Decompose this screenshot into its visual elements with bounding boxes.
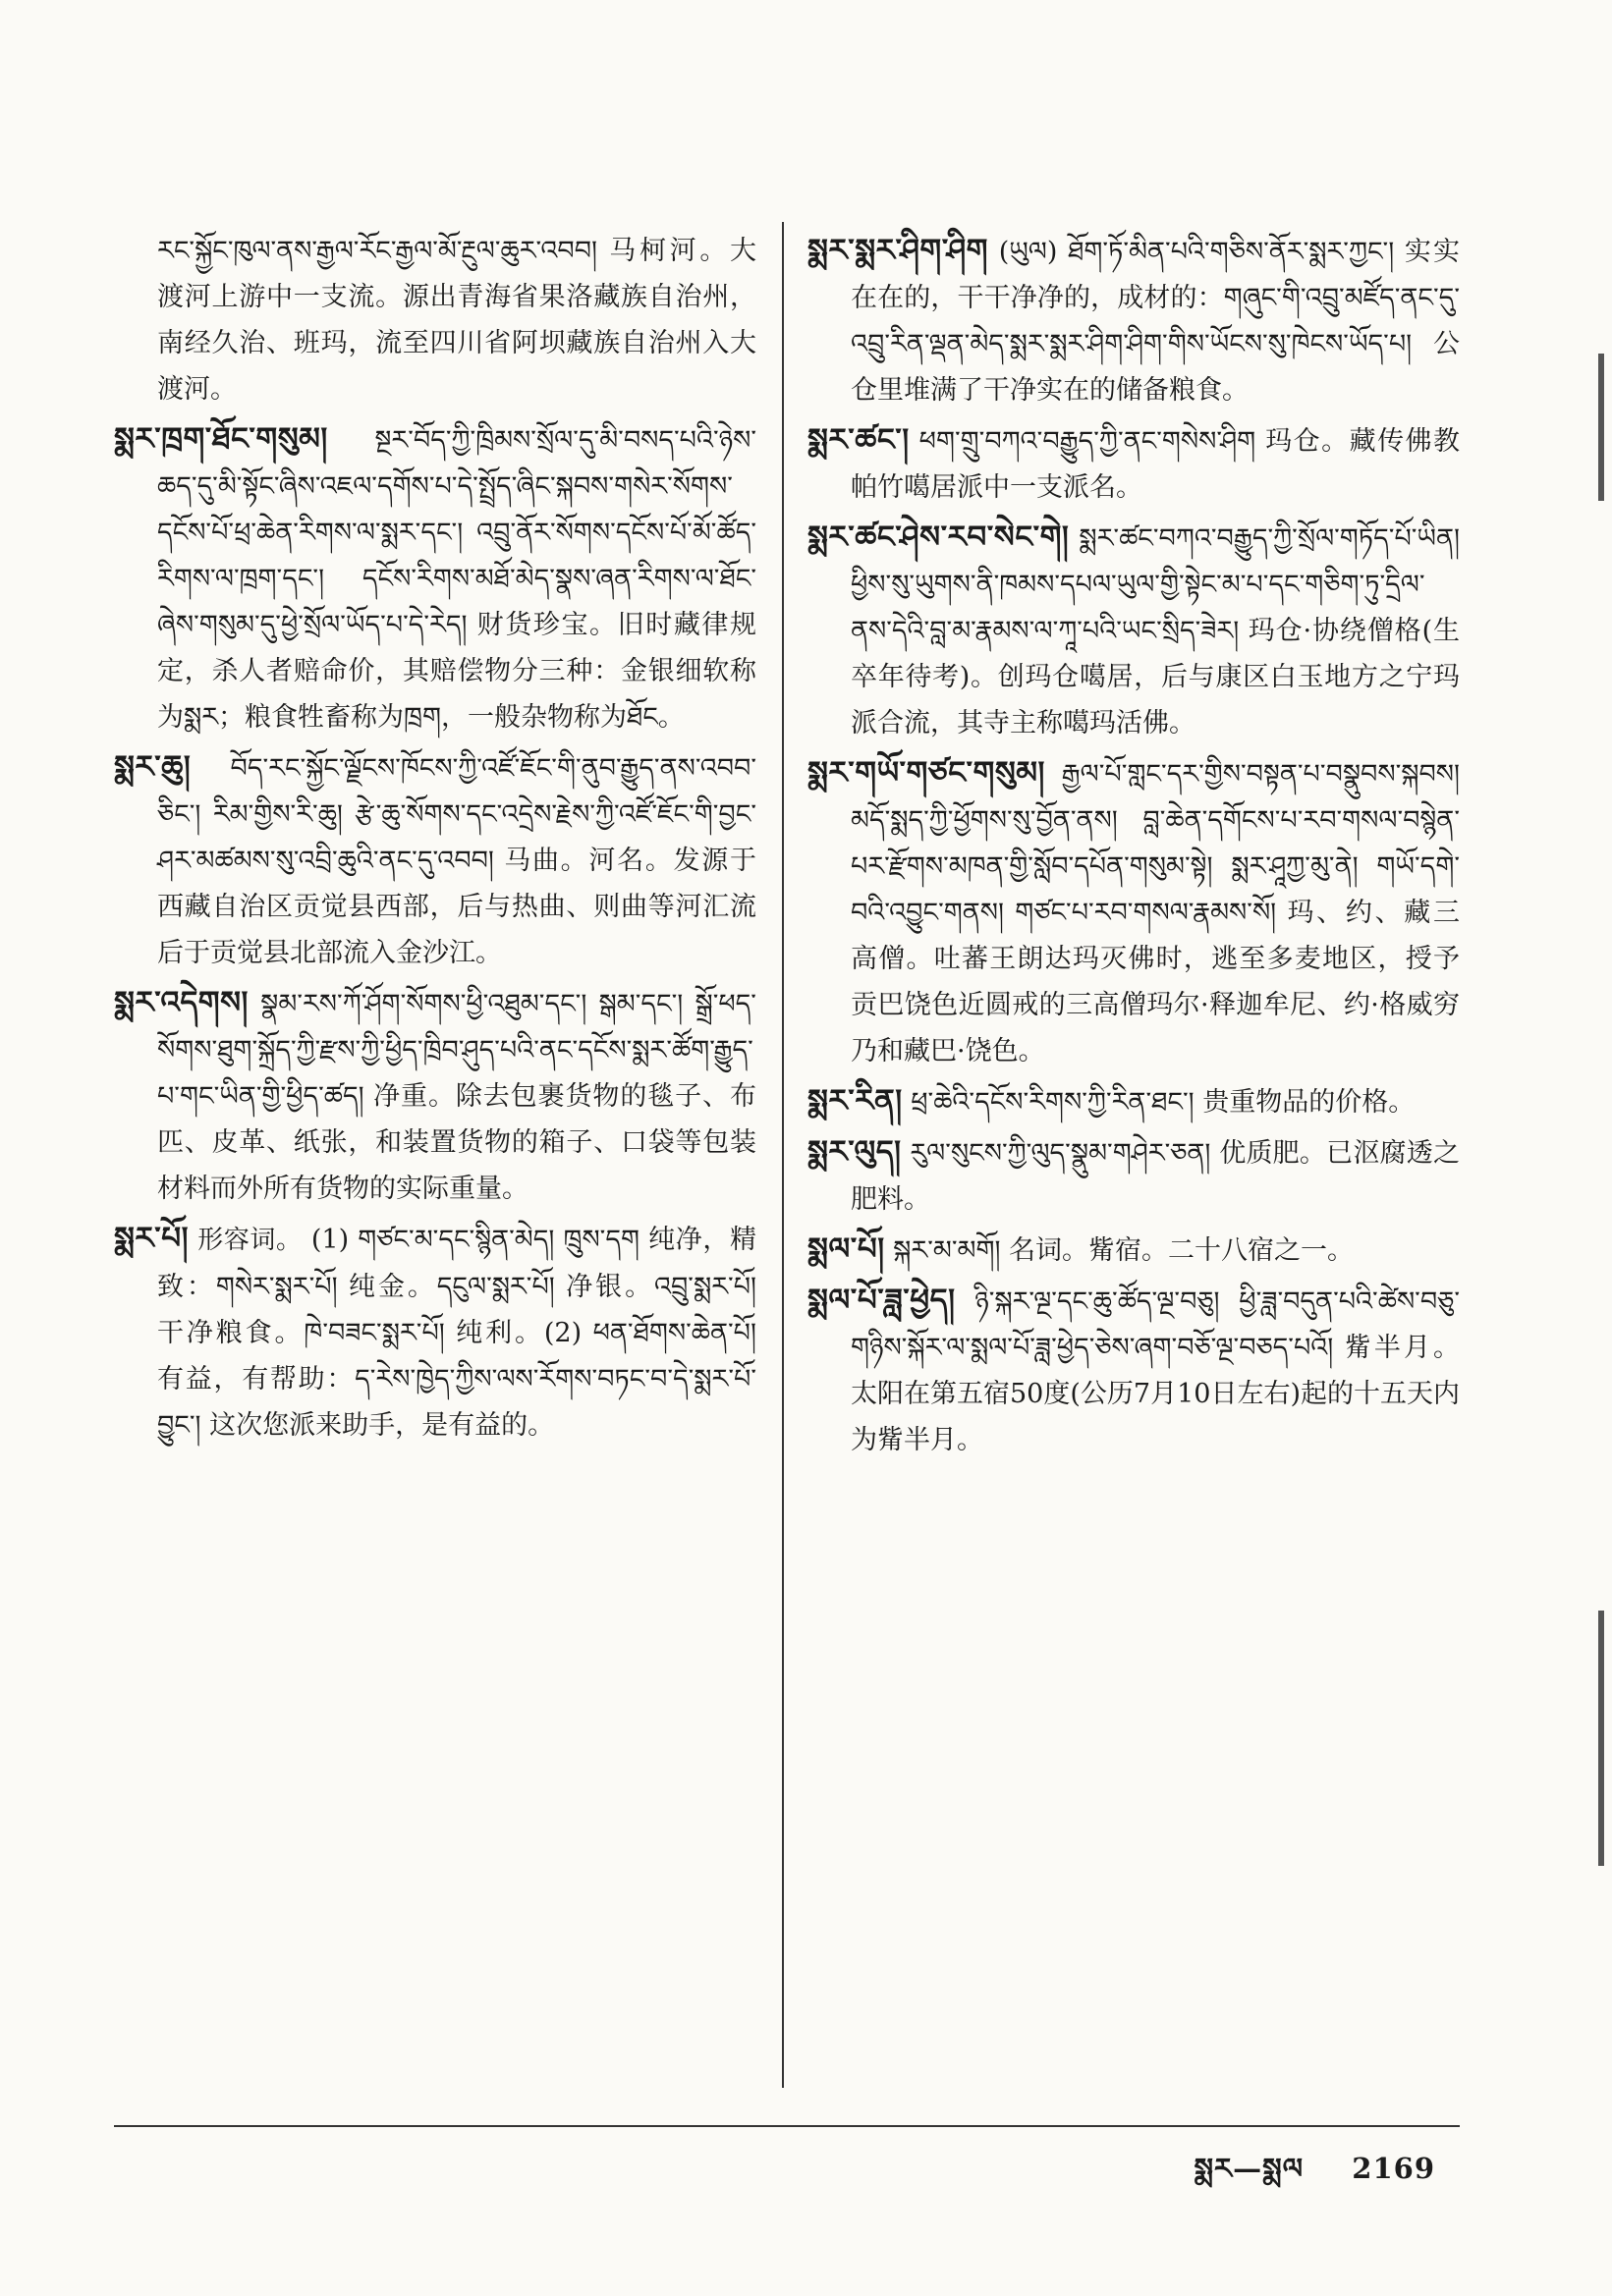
right-column — [807, 228, 1460, 2080]
entry-text: (ཡུལ) ཐོག་ཏོ་མིན་པའི་གཅིས་ནོར་སྨར་ཀྱང་། 实实在在的，干干净净的，成材的：གཞུང་གི་འབྲུ་མཛོད་ནང་དུ་འབྲུ་རིན་ལྡན་མེད་སྨར་སྨར་ཤིག་ཤིག་གིས་ཡོངས་སུ་ཁེངས་ཡོད་པ། 公仓里堆满了干净实在的储备粮食。 — [851, 237, 1460, 406]
entry-headword: སྨར་རིན། — [807, 1083, 903, 1119]
left-column — [114, 228, 756, 2080]
entry-text: སྐར་མ་མགོ། 名词。觜宿。二十八宿之一。 — [893, 1235, 1355, 1266]
entry-headword: སྨར་ཁྲག་ཐོང་གསུམ། — [114, 421, 328, 457]
entry-text: སྣམ་རས་ཀོ་ཤོག་སོགས་ཕྱི་འཐུམ་དང་། སྒམ་དང་། སྒྲོ་ཕད་སོགས་ཐུག་སྐྲོད་ཀྱི་རྫས་ཀྱི་ཕྱིད་ཁྲིབ་ཤུད་པའི་ནང་དངོས་སྨར་ཚོག་རྒྱུད་པ་གང་ཡིན་གྱི་ཕྱིད་ཚད། 净重。除去包裹货物的毯子、布匹、皮革、纸张，和装置货物的箱子、口袋等包装材料而外所有货物的实际重量。 — [157, 989, 756, 1204]
entry-text: སྨར་ཚང་བཀའ་བརྒྱུད་ཀྱི་སྲོལ་གཏོད་པོ་ཡིན། ཕྱིས་སུ་ཡུགས་ནི་ཁམས་དཔལ་ཡུལ་གྱི་སྟེང་མ་པ་དང་གཅིག་ཏུ་དྲིལ་ནས་དེའི་བླ་མ་རྣམས་ལ་ཀཱ་པའི་ཡང་སྲིད་ཟེར། 玛仓·协绕僧格(生卒年待考)。创玛仓噶居，后与康区白玉地方之宁玛派合流，其寺主称噶玛活佛。 — [851, 523, 1460, 738]
dictionary-entry — [114, 980, 756, 1212]
margin-scan-mark — [1598, 1611, 1604, 1866]
entry-text: ཕྲ་ཆེའི་དངོས་རིགས་ཀྱི་རིན་ཐང་། 贵重物品的价格。 — [911, 1087, 1416, 1118]
entry-text: སྔར་བོད་ཀྱི་ཁྲིམས་སྲོལ་དུ་མི་བསད་པའི་ཉེས་ཆད་དུ་མི་སྟོང་ཞིས་འཇལ་དགོས་པ་དེ་སྤྲོད་ཞིང་སྐབས་གསེར་སོགས་དངོས་པོ་ཕྲ་ཆེན་རིགས་ལ་སྨར་དང་། འབྲུ་ནོར་སོགས་དངོས་པོ་མོ་ཚོད་རིགས་ལ་ཁྲག་དང་། དངོས་རིགས་མཐོ་མེད་སྣས་ཞན་རིགས་ལ་ཐོང་ཞེས་གསུམ་དུ་ཕྱེ་སྲོལ་ཡོད་པ་དེ་རེད། 财货珍宝。旧时藏律规定，杀人者赔命价，其赔偿物分三种：金银细软称为སྨར；粮食牲畜称为ཁྲག，一般杂物称为ཐོང。 — [157, 425, 756, 733]
entry-headword: སྨར་འདེགས། — [114, 985, 249, 1020]
entry-headword: སྨར་ལུད། — [807, 1134, 902, 1170]
column-divider — [782, 222, 784, 2088]
entry-range: སྨར—སྨལ — [1194, 2152, 1305, 2185]
entry-text: བོད་རང་སྐྱོང་ལྗོངས་ཁོངས་ཀྱི་འཛོ་ཇོང་གི་ནུབ་རྒྱུད་ནས་འབབ་ཅིང་། རིམ་གྱིས་རི་ཆུ། རྩེ་ཆུ་སོགས་དང་འདྲེས་རྗེས་ཀྱི་འཛོ་ཇོང་གི་བྱང་ཤར་མཚམས་སུ་འབྲི་ཆུའི་ནང་དུ་འབབ། 马曲。河名。发源于西藏自治区贡觉县西部，后与热曲、则曲等河汇流后于贡觉县北部流入金沙江。 — [157, 753, 756, 968]
entry-headword: སྨལ་པོ་ཟླ་ཕྱེད། — [807, 1283, 956, 1318]
entry-headword: སྨར་སྨར་ཤིག་ཤིག — [807, 233, 988, 268]
page-number: 2169 — [1352, 2152, 1435, 2185]
entry-text: ཕག་གྲུ་བཀའ་བརྒྱུད་ཀྱི་ནང་གསེས་ཤིག 玛仓。藏传佛教帕竹噶居派中一支派名。 — [851, 426, 1460, 503]
dictionary-entry — [807, 1078, 1460, 1125]
entry-text: ཉི་སྐར་ལྔ་དང་ཆུ་ཚོད་ལྔ་བཅུ། ཕྱི་ཟླ་བདུན་པའི་ཚེས་བཅུ་གཉིས་སྐོར་ལ་སྨལ་པོ་ཟླ་ཕྱེད་ཅེས་ཞག་བཅོ་ལྔ་བཅད་པའོ། 觜半月。太阳在第五宿50度(公历7月10日左右)起的十五天内为觜半月。 — [851, 1286, 1460, 1455]
entry-text: རྒྱལ་པོ་གླང་དར་གྱིས་བསྟན་པ་བསྣུབས་སྐབས། མདོ་སྨད་ཀྱི་ཕྱོགས་སུ་བྱོན་ནས། བླ་ཆེན་དགོངས་པ་རབ་གསལ་བསྙེན་པར་རྫོགས་མཁན་གྱི་སློབ་དཔོན་གསུམ་སྟེ། སྨར་ཤཱཀྱ་མུ་ནེ། གཡོ་དགེ་བའི་འབྱུང་གནས། གཙང་པ་རབ་གསལ་རྣམས་སོ། 玛、约、藏三高僧。吐蕃王朗达玛灭佛时，逃至多麦地区，授予贡巴饶色近圆戒的三高僧玛尔·释迦牟尼、约·格威穷乃和藏巴·饶色。 — [851, 759, 1460, 1066]
dictionary-entry — [114, 744, 756, 976]
entry-headword: སྨར་ཆུ། — [114, 749, 192, 785]
entry-text: རང་སྐྱོང་ཁུལ་ནས་རྒྱལ་རོང་རྒྱལ་མོ་རྔུལ་ཆུར་འབབ། 马柯河。大渡河上游中一支流。源出青海省果洛藏族自治州，南经久治、班玛，流至四川省阿坝藏族自治州入大渡河。 — [157, 236, 756, 405]
entry-headword: སྨར་ཚང་ཤེས་རབ་སེང་གེ། — [807, 519, 1070, 555]
dictionary-entry — [807, 417, 1460, 511]
dictionary-entry — [807, 515, 1460, 746]
entry-text: རུལ་སུངས་ཀྱི་ལུད་སྣུམ་གཤེར་ཅན། 优质肥。已沤腐透之肥料。 — [851, 1138, 1460, 1215]
entry-headword: སྨར་ཚང་། — [807, 422, 910, 458]
dictionary-entry — [807, 750, 1460, 1074]
dictionary-entry — [807, 228, 1460, 413]
entry-text: (1) གཙང་མ་དང་སྙིན་མེད། ཁྲུས་དག 纯净，精致：གསེར་སྨར་པོ། 纯金。དངུལ་སྨར་པོ། 净银。འབྲུ་སྨར་པོ། 干净粮食。ཁེ་བཟང་སྨར་པོ། 纯利。(2) ཕན་ཐོགས་ཆེན་པོ། 有益，有帮助：ད་རེས་ཁྱེད་ཀྱིས་ལས་རོགས་བཏང་བ་དེ་སྨར་པོ་བྱུང་། 这次您派来助手，是有益的。 — [157, 1225, 756, 1441]
entry-part-of-speech: 形容词。 — [197, 1226, 303, 1255]
dictionary-entry — [114, 1216, 756, 1449]
dictionary-entry — [114, 228, 756, 412]
dictionary-entry — [807, 1227, 1460, 1274]
page-footer — [1194, 2137, 1435, 2217]
entry-headword: སྨར་གཡོ་གཙང་གསུམ། — [807, 755, 1045, 791]
dictionary-entry — [807, 1278, 1460, 1463]
entry-headword: སྨར་པོ། — [114, 1221, 190, 1256]
dictionary-entry — [114, 416, 756, 740]
dictionary-entry — [807, 1129, 1460, 1223]
entry-headword: སྨལ་པོ། — [807, 1231, 885, 1267]
footer-rule — [114, 2125, 1460, 2127]
margin-scan-mark — [1598, 354, 1604, 501]
